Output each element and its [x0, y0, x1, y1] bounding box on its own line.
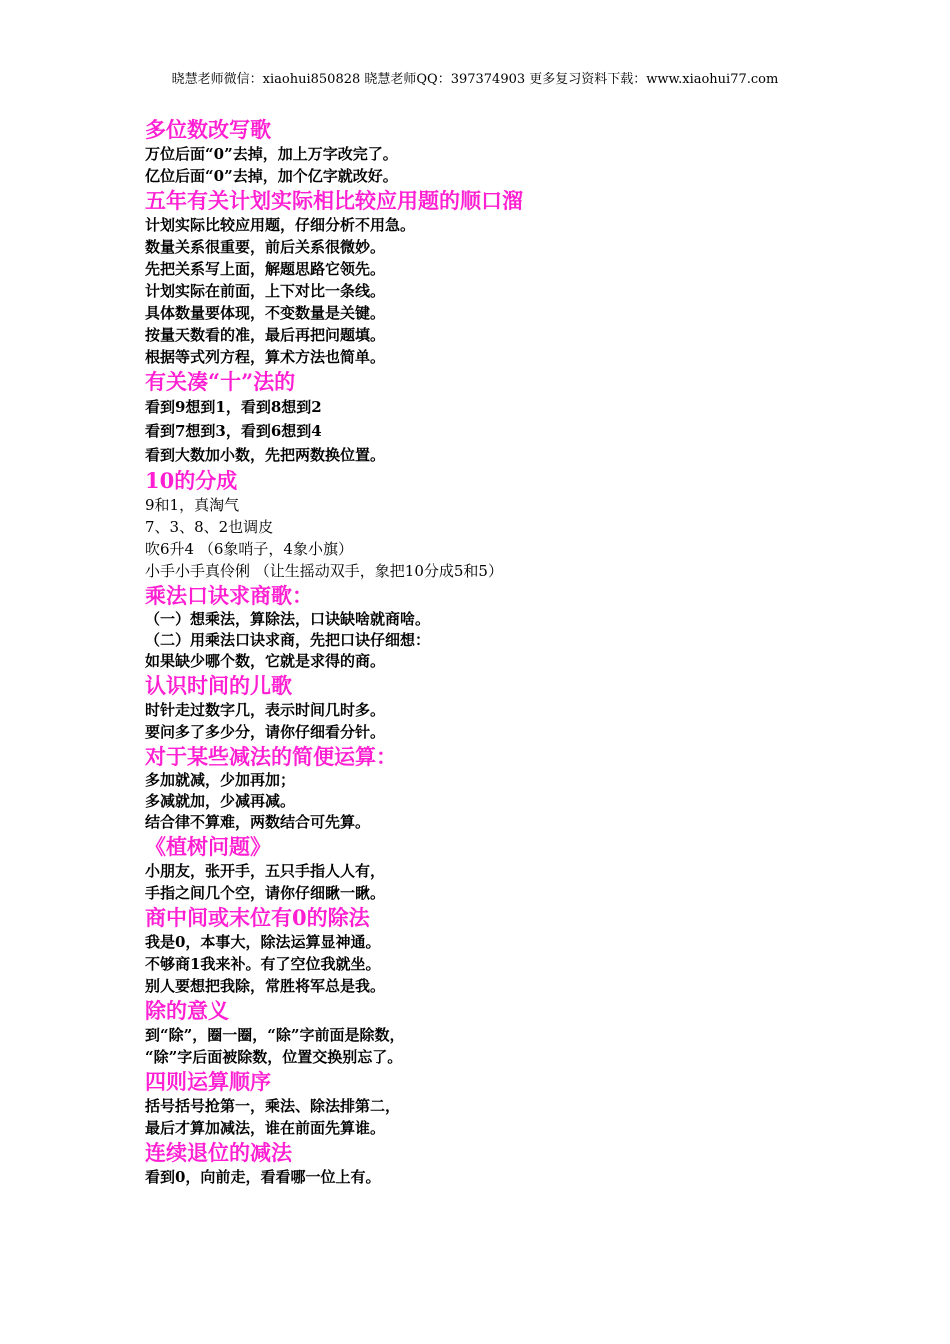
section-title: 除的意义 [145, 998, 229, 1023]
text-line: （一）想乘法，算除法，口诀缺啥就商啥。 [145, 610, 431, 628]
section-title: 10的分成 [145, 468, 238, 493]
text-line: 9和1，真淘气 [145, 496, 240, 514]
text-line: 我是0，本事大，除法运算显神通。 [145, 933, 381, 951]
text-line: （二）用乘法口诀求商，先把口诀仔细想： [145, 631, 431, 649]
text-line: 吹6升4 （6象哨子，4象小旗） [145, 540, 353, 558]
section-title: 四则运算顺序 [145, 1069, 271, 1094]
text-line: 最后才算加减法，谁在前面先算谁。 [145, 1119, 386, 1137]
text-line: 要问多了多少分，请你仔细看分针。 [145, 723, 386, 741]
text-line: 具体数量要体现，不变数量是关键。 [145, 304, 386, 322]
section-title: 多位数改写歌 [145, 117, 271, 142]
section-title: 五年有关计划实际相比较应用题的顺口溜 [145, 188, 523, 213]
text-line: 别人要想把我除，常胜将军总是我。 [145, 977, 386, 995]
text-line: 手指之间几个空，请你仔细瞅一瞅。 [145, 884, 386, 902]
text-line: 括号括号抢第一，乘法、除法排第二， [145, 1097, 401, 1115]
section-title: 有关凑“十”法的 [145, 369, 296, 394]
text-line: 不够商1我来补。有了空位我就坐。 [145, 955, 381, 973]
text-line: 多加就减，少加再加； [145, 771, 296, 789]
text-line: 看到0，向前走，看看哪一位上有。 [145, 1168, 381, 1186]
section-title: 乘法口诀求商歌： [145, 583, 313, 608]
text-line: 先把关系写上面，解题思路它领先。 [145, 260, 386, 278]
text-line: 计划实际在前面，上下对比一条线。 [145, 282, 386, 300]
text-line: 根据等式列方程，算术方法也简单。 [145, 348, 386, 366]
text-line: 结合律不算难，两数结合可先算。 [145, 813, 371, 831]
text-line: 小手小手真伶俐 （让生摇动双手，象把10分成5和5） [145, 562, 503, 580]
text-line: 看到7想到3，看到6想到4 [145, 422, 322, 440]
text-line: 亿位后面“0”去掉，加个亿字就改好。 [145, 167, 398, 185]
section-title: 《植树问题》 [145, 834, 271, 859]
document-body [145, 116, 905, 1188]
section-title: 对于某些减法的简便运算： [145, 744, 397, 769]
text-line: 多减就加，少减再减。 [145, 792, 296, 810]
section-title: 连续退位的减法 [145, 1140, 292, 1165]
text-line: 7、3、8、2也调皮 [145, 518, 274, 536]
page-header: 晓慧老师微信：xiaohui850828 晓慧老师QQ：397374903 更多复习资料下载：www.xiaohui77.com [171, 72, 779, 87]
text-line: 数量关系很重要，前后关系很微妙。 [145, 238, 386, 256]
text-line: 看到大数加小数，先把两数换位置。 [145, 446, 386, 464]
text-line: “除”字后面被除数，位置交换别忘了。 [145, 1048, 403, 1066]
text-line: 计划实际比较应用题，仔细分析不用急。 [145, 216, 416, 234]
text-line: 看到9想到1，看到8想到2 [145, 398, 322, 416]
section-title: 商中间或末位有0的除法 [145, 905, 370, 930]
text-line: 万位后面“0”去掉，加上万字改完了。 [145, 145, 398, 163]
text-line: 按量天数看的准，最后再把问题填。 [145, 326, 386, 344]
text-line: 到“除”，圈一圈，“除”字前面是除数， [145, 1026, 405, 1044]
text-line: 小朋友，张开手，五只手指人人有， [145, 862, 386, 880]
text-line: 如果缺少哪个数，它就是求得的商。 [145, 652, 386, 670]
section-title: 认识时间的儿歌 [145, 673, 292, 698]
text-line: 时针走过数字几，表示时间几时多。 [145, 701, 386, 719]
